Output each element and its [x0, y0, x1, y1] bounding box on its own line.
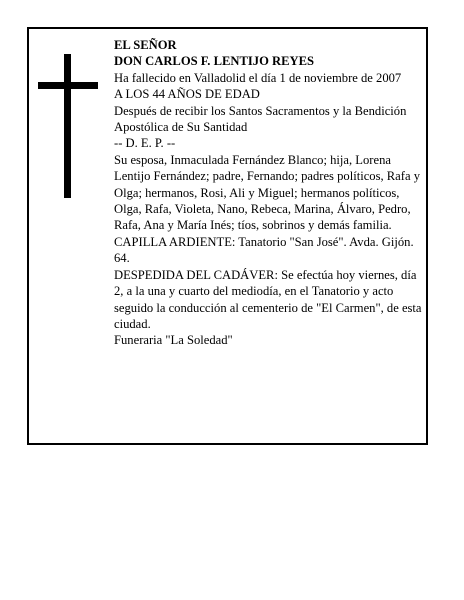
farewell-info: DESPEDIDA DEL CADÁVER: Se efectúa hoy viernes, día 2, a la una y cuarto del mediodía, en el Tanatorio y acto seguido la conducción al cementerio de "El Carmen", de esta ciudad.	[114, 267, 422, 331]
cross-vertical-bar	[64, 54, 71, 198]
latin-cross-icon	[38, 54, 98, 198]
sacraments-line: Después de recibir los Santos Sacramentos y la Bendición Apostólica de Su Santidad	[114, 103, 407, 135]
family-paragraph: Su esposa, Inmaculada Fernández Blanco; hija, Lorena Lentijo Fernández; padre, Fernando; padres políticos, Rafa y Olga; hermanos, Rosi, Ali y Miguel; hermanos políticos, Olga, Rafa, Violeta, Nano, Rebeca, Marina, Álvaro, Pedro, Rafa, Ana y María Inés; tíos, sobrinos y demás familia.	[114, 152, 421, 233]
heading-title: EL SEÑOR	[114, 38, 177, 52]
obituary-text	[114, 37, 422, 349]
death-info: Ha fallecido en Valladolid el día 1 de noviembre de 2007	[114, 70, 402, 85]
age-line: A LOS 44 AÑOS DE EDAD	[114, 87, 260, 102]
deceased-name: DON CARLOS F. LENTIJO REYES	[114, 54, 315, 69]
rip-line: -- D. E. P. --	[114, 136, 176, 151]
cross-horizontal-bar	[38, 82, 98, 89]
chapel-info: CAPILLA ARDIENTE: Tanatorio "San José". Avda. Gijón. 64.	[114, 234, 414, 266]
funeral-home: Funeraria "La Soledad"	[114, 333, 233, 348]
